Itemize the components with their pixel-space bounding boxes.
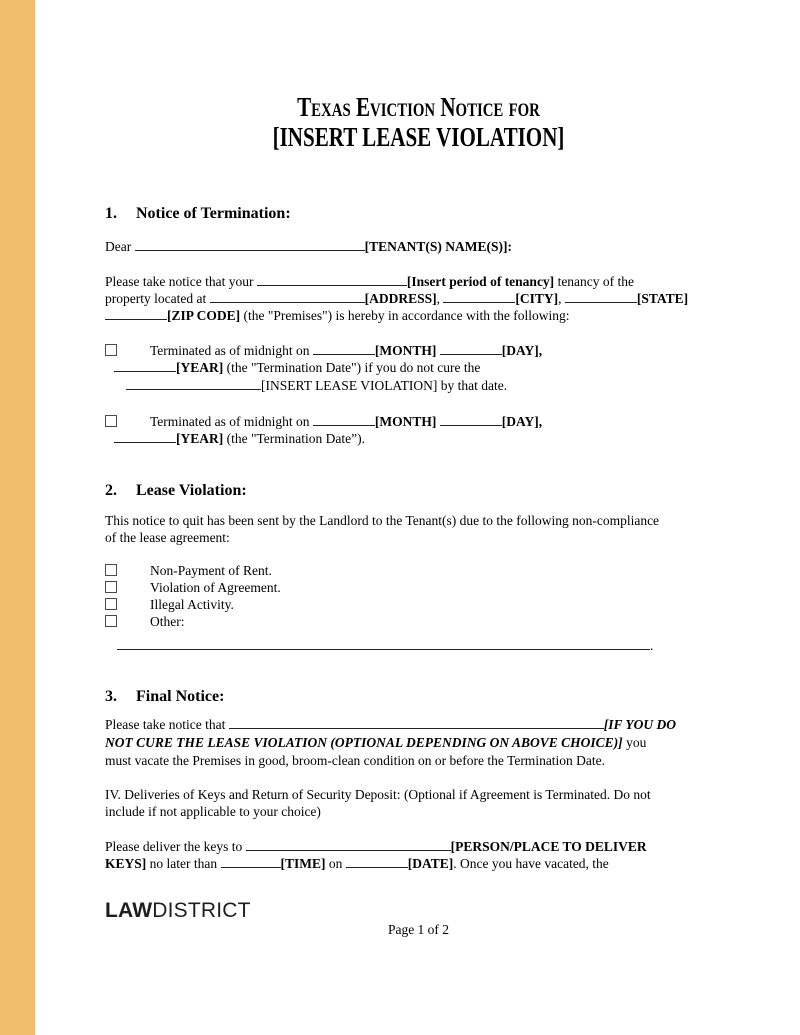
- text-run: (the "Termination Date”).: [223, 431, 366, 446]
- tenancy-paragraph-line3: [105, 307, 569, 324]
- text-run: [ZIP CODE]: [167, 308, 241, 323]
- text-run: (the "Termination Date") if you do not cure the: [223, 360, 481, 375]
- blank-field[interactable]: [229, 716, 604, 729]
- text-run: [PERSON/PLACE TO DELIVER: [450, 839, 647, 854]
- tenancy-paragraph-line2: [105, 290, 688, 307]
- text-run: Please deliver the keys to: [105, 839, 246, 854]
- text-run: on: [325, 856, 346, 871]
- keys-deposit-note-line2: [105, 803, 321, 820]
- text-run: [YEAR]: [176, 431, 224, 446]
- section1-title: Notice of Termination:: [136, 205, 291, 222]
- text-run: [STATE]: [636, 291, 689, 306]
- text-run: include if not applicable to your choice): [105, 804, 321, 819]
- section2-heading: [105, 481, 247, 501]
- checkbox-icon[interactable]: [105, 415, 117, 427]
- text-run: [CITY]: [515, 291, 559, 306]
- text-run: Please take notice that your: [105, 274, 257, 289]
- final-notice-line2: [105, 734, 646, 751]
- text-run: property located at: [105, 291, 210, 306]
- text-run: Other:: [150, 614, 185, 629]
- section2-number: 2.: [105, 482, 117, 499]
- text-run: of the lease agreement:: [105, 530, 230, 545]
- text-run: NOT CURE THE LEASE VIOLATION (OPTIONAL DEPENDING ON ABOVE CHOICE)]: [105, 735, 623, 750]
- blank-field[interactable]: [105, 307, 167, 320]
- text-run: [DATE]: [407, 856, 454, 871]
- other-violation-blank-line: [117, 637, 653, 654]
- text-run: ,: [558, 291, 565, 306]
- text-run: This notice to quit has been sent by the Landlord to the Tenant(s) due to the following non-compliance: [105, 513, 660, 528]
- checkbox-icon[interactable]: [105, 615, 117, 627]
- document-title-line1: Texas Eviction Notice for: [297, 92, 540, 122]
- text-run: must vacate the Premises in good, broom-clean condition on or before the Termination Date.: [105, 753, 606, 768]
- text-run: (the "Premises") is hereby in accordance with the following:: [240, 308, 570, 323]
- blank-field[interactable]: [114, 430, 176, 443]
- deliver-keys-line1: [105, 838, 647, 855]
- text-run: IV. Deliveries of Keys and Return of Security Deposit: (Optional if Agreement is Terminated. Do not: [105, 787, 651, 802]
- document-title-line2: [INSERT LEASE VIOLATION]: [272, 122, 565, 152]
- text-run: [YEAR]: [176, 360, 224, 375]
- text-run: Violation of Agreement.: [150, 580, 281, 595]
- checkbox-icon[interactable]: [105, 564, 117, 576]
- tenancy-paragraph-line1: [105, 273, 634, 290]
- text-run: you: [622, 735, 647, 750]
- section3-title: Final Notice:: [136, 688, 225, 705]
- blank-field[interactable]: [440, 342, 502, 355]
- text-run: Dear: [105, 239, 135, 254]
- checkbox-icon[interactable]: [105, 344, 117, 356]
- blank-field[interactable]: [313, 413, 375, 426]
- text-run: . Once you have vacated, the: [453, 856, 609, 871]
- text-run: [MONTH]: [374, 414, 437, 429]
- text-run: [DAY],: [501, 414, 543, 429]
- blank-field[interactable]: [565, 290, 637, 303]
- blank-field[interactable]: [257, 273, 407, 286]
- blank-field[interactable]: [117, 637, 650, 650]
- text-run: .: [650, 638, 654, 653]
- blank-field[interactable]: [114, 359, 176, 372]
- blank-field[interactable]: [313, 342, 375, 355]
- termination-option2-line2: [114, 430, 365, 447]
- text-run: ,: [436, 291, 444, 306]
- keys-deposit-note-line1: [105, 786, 651, 803]
- termination-option1-line3: [126, 377, 507, 394]
- blank-field[interactable]: [210, 290, 365, 303]
- blank-field[interactable]: [346, 855, 408, 868]
- deliver-keys-line2: [105, 855, 609, 872]
- text-run: Please take notice that: [105, 717, 229, 732]
- text-run: Terminated as of midnight on: [150, 414, 313, 429]
- text-run: [DAY],: [501, 343, 543, 358]
- termination-option2-line1: [105, 413, 542, 430]
- blank-field[interactable]: [443, 290, 515, 303]
- page-number: Page 1 of 2: [387, 922, 450, 937]
- blank-field[interactable]: [246, 838, 451, 851]
- lawdistrict-logo: [105, 900, 251, 921]
- violation-option-nonpayment: [105, 562, 272, 579]
- text-run: Non-Payment of Rent.: [150, 563, 272, 578]
- section3-number: 3.: [105, 688, 117, 705]
- blank-field[interactable]: [440, 413, 502, 426]
- text-run: KEYS]: [105, 856, 147, 871]
- logo-law-text: LAW: [105, 899, 153, 922]
- logo-district-text: DISTRICT: [152, 899, 251, 922]
- violation-paragraph-line2: [105, 529, 230, 546]
- blank-field[interactable]: [126, 377, 261, 390]
- checkbox-icon[interactable]: [105, 581, 117, 593]
- section1-number: 1.: [105, 205, 117, 222]
- dear-line: [105, 238, 512, 255]
- violation-option-other: [105, 613, 185, 630]
- text-run: [INSERT LEASE VIOLATION] by that date.: [261, 378, 508, 393]
- section2-title: Lease Violation:: [136, 482, 247, 499]
- section1-heading: [105, 204, 291, 224]
- text-run: [MONTH]: [374, 343, 437, 358]
- text-run: [TIME]: [280, 856, 326, 871]
- text-run: Terminated as of midnight on: [150, 343, 313, 358]
- termination-option1-line2: [114, 359, 480, 376]
- checkbox-icon[interactable]: [105, 598, 117, 610]
- text-run: [IF YOU DO: [603, 717, 676, 732]
- final-notice-line1: [105, 716, 676, 733]
- violation-option-agreement: [105, 579, 281, 596]
- violation-paragraph-line1: [105, 512, 659, 529]
- violation-option-illegal: [105, 596, 234, 613]
- text-run: [ADDRESS]: [364, 291, 437, 306]
- left-accent-stripe: [0, 0, 35, 1035]
- text-run: tenancy of the: [554, 274, 635, 289]
- termination-option1-line1: [105, 342, 542, 359]
- section3-heading: [105, 687, 224, 707]
- text-run: Illegal Activity.: [150, 597, 234, 612]
- text-run: no later than: [146, 856, 221, 871]
- blank-field[interactable]: [135, 238, 365, 251]
- text-run: [TENANT(S) NAME(S)]:: [364, 239, 512, 254]
- blank-field[interactable]: [221, 855, 281, 868]
- final-notice-line3: [105, 752, 605, 769]
- text-run: [Insert period of tenancy]: [406, 274, 555, 289]
